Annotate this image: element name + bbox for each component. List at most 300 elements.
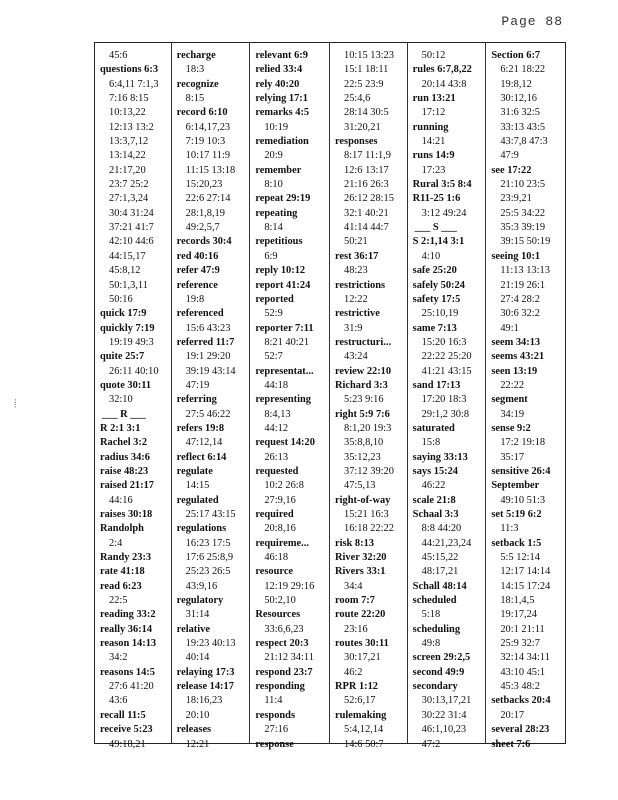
index-entry-refs: 22:5 23:9 — [344, 78, 384, 90]
index-entry-refs: 11:4 — [264, 695, 283, 707]
index-entry-refs: 8:10 — [264, 179, 283, 191]
index-entry-term: rest 36:17 — [335, 250, 379, 262]
index-entry-refs: 20:14 43:8 — [421, 78, 467, 90]
index-entry-refs: 33:13 43:5 — [500, 121, 546, 133]
index-entry-refs: 37:12 39:20 — [344, 465, 394, 477]
index-entry-term: run 13:21 — [412, 93, 456, 105]
index-entry-term: seeing 10:1 — [491, 250, 541, 262]
index-entry-refs: 11:3 — [500, 523, 519, 535]
index-entry-term: seen 13:19 — [491, 365, 538, 377]
index-entry-term: quote 30:11 — [100, 379, 152, 391]
index-entry-refs: 35:12,23 — [344, 451, 381, 463]
index-entry-term: Rachel 3:2 — [100, 437, 148, 449]
index-entry-refs: 19:23 40:13 — [185, 638, 236, 650]
index-entry-term: relying 17:1 — [255, 93, 308, 105]
index-entry-term: sensitive 26:4 — [491, 465, 551, 477]
index-entry-term: Section 6:7 — [491, 50, 541, 61]
index-entry-refs: 42:10 44:6 — [109, 236, 154, 248]
index-entry-refs: 12:13 13:2 — [109, 121, 154, 133]
index-entry-term: sand 17:13 — [412, 379, 461, 391]
index-entry-refs: 2:4 — [109, 537, 123, 549]
index-entry-refs: 25:10,19 — [421, 308, 459, 320]
index-entry-term: R11-25 1:6 — [412, 193, 461, 205]
index-entry-refs: 8:21 40:21 — [264, 336, 310, 348]
index-entry-term: Rural 3:5 8:4 — [412, 179, 472, 191]
index-entry-refs: 34:2 — [109, 652, 128, 664]
index-entry-refs: 25:9 32:7 — [500, 638, 540, 650]
index-entry-refs: 44:12 — [264, 422, 289, 434]
index-entry-refs: 49:1 — [500, 322, 519, 334]
index-entry-refs: 50:21 — [344, 236, 368, 248]
index-entry-refs: 15:21 16:3 — [344, 509, 389, 520]
index-entry-term: reported — [255, 293, 294, 305]
index-entry-refs: 6:14,17,23 — [185, 121, 231, 133]
index-entry-term: sheet 7:6 — [491, 738, 531, 750]
index-entry-refs: 49:10 51:3 — [500, 494, 546, 506]
index-entry-term: report 41:24 — [255, 279, 311, 291]
index-entry-refs: 6:4,11 7:1,3 — [109, 78, 159, 90]
index-entry-refs: 17:2 19:18 — [500, 437, 546, 449]
index-entry-term: reference — [176, 279, 218, 291]
index-entry-term: scheduling — [412, 623, 461, 635]
index-entry-refs: 8:1,20 19:3 — [344, 422, 392, 434]
index-entry-term: rely 40:20 — [255, 78, 300, 90]
index-entry-term: runs 14:9 — [412, 150, 455, 162]
index-entry-refs: 26:12 28:15 — [344, 193, 394, 205]
index-entry-term: room 7:7 — [335, 595, 375, 607]
index-entry-refs: 44:16 — [109, 494, 133, 506]
index-entry-term: setbacks 20:4 — [491, 695, 551, 707]
index-entry-term: sense 9:2 — [491, 422, 531, 434]
index-entry-term: regulated — [176, 494, 219, 506]
index-entry-term: responding — [255, 681, 305, 693]
index-entry-refs: 7:16 8:15 — [109, 93, 149, 105]
index-column-3 — [250, 43, 330, 750]
index-entry-refs: 16:18 22:22 — [344, 523, 394, 535]
index-entry-refs: 47:12,14 — [185, 437, 223, 449]
index-entry-refs: 19:8,12 — [500, 78, 532, 90]
index-entry-term: Rivers 33:1 — [335, 566, 386, 578]
index-entry-term: representat... — [255, 365, 314, 377]
index-entry-refs: 31:20,21 — [344, 121, 381, 133]
index-entry-refs: 11:13 13:13 — [500, 265, 550, 277]
index-entry-term: segment — [491, 394, 528, 406]
index-entry-term: safe 25:20 — [412, 265, 457, 277]
index-entry-refs: 31:9 — [344, 322, 363, 334]
index-entry-refs: 39:15 50:19 — [500, 236, 551, 248]
index-entry-refs: 30:22 31:4 — [421, 709, 467, 721]
index-entry-refs: 47:2 — [421, 738, 441, 750]
index-entry-refs: 35:17 — [500, 451, 525, 463]
index-entry-refs: 12:6 13:17 — [344, 164, 389, 176]
index-entry-refs: 48:23 — [344, 265, 368, 277]
index-entry-refs: 21:19 26:1 — [500, 279, 546, 291]
index-entry-term: September — [491, 480, 540, 492]
index-entry-term: scheduled — [412, 595, 457, 607]
index-entry-refs: 31:6 32:5 — [500, 107, 540, 119]
page-number: Page 88 — [501, 14, 563, 29]
index-entry-refs: 43:10 45:1 — [500, 666, 546, 678]
index-entry-refs: 50:16 — [109, 293, 133, 305]
index-entry-term: regulate — [176, 465, 213, 477]
index-entry-term: safely 50:24 — [412, 279, 465, 291]
index-entry-refs: 17:6 25:8,9 — [185, 552, 234, 564]
index-entry-refs: 23:9,21 — [500, 193, 532, 205]
index-entry-refs: 11:15 13:18 — [185, 164, 236, 176]
scan-margin-mark: ⦙ — [14, 398, 17, 410]
index-entry-refs: 29:1,2 30:8 — [421, 408, 470, 420]
index-entry-term: screen 29:2,5 — [412, 652, 471, 664]
index-entry-refs: 6:9 — [264, 250, 278, 262]
index-entry-refs: 27:5 46:22 — [185, 408, 231, 420]
index-entry-term: referenced — [176, 308, 224, 320]
index-entry-refs: 45:6 — [109, 50, 128, 61]
index-entry-term: rules 6:7,8,22 — [412, 64, 472, 76]
index-entry-refs: 25:23 26:5 — [185, 566, 231, 578]
index-entry-term: set 5:19 6:2 — [491, 509, 542, 520]
index-entry-term: required — [255, 509, 294, 520]
index-entry-refs: 43:24 — [344, 351, 368, 363]
index-entry-refs: 27:4 28:2 — [500, 293, 540, 305]
index-entry-refs: 22:5 — [109, 595, 128, 607]
index-entry-term: really 36:14 — [100, 623, 153, 635]
index-entry-refs: 8:15 — [185, 93, 205, 105]
index-entry-refs: 32:14 34:11 — [500, 652, 550, 664]
index-entry-refs: 20:17 — [500, 709, 525, 721]
index-entry-term: regulatory — [176, 595, 224, 607]
index-entry-refs: 17:20 18:3 — [421, 394, 467, 406]
index-entry-refs: 20:1 21:11 — [500, 623, 545, 635]
index-entry-term: safety 17:5 — [412, 293, 461, 305]
index-entry-refs: 12:17 14:14 — [500, 566, 551, 578]
index-entry-refs: 26:11 40:10 — [109, 365, 159, 377]
index-entry-refs: 47:5,13 — [344, 480, 376, 492]
index-entry-refs: 10:2 26:8 — [264, 480, 304, 492]
index-entry-refs: 15:1 18:11 — [344, 64, 389, 76]
index-entry-term: releases — [176, 724, 212, 736]
index-entry-refs: 47:19 — [185, 379, 210, 391]
index-entry-term: responses — [335, 136, 378, 148]
index-entry-term: referring — [176, 394, 217, 406]
index-entry-term: raised 21:17 — [100, 480, 154, 492]
index-column-1 — [95, 43, 172, 750]
index-entry-term: remember — [255, 164, 302, 176]
index-entry-term: R 2:1 3:1 — [100, 422, 141, 434]
index-entry-refs: 30:12,16 — [500, 93, 538, 105]
index-entry-refs: 13:3,7,12 — [109, 136, 149, 148]
index-entry-term: recharge — [176, 50, 216, 61]
index-entry-refs: 46:2 — [344, 666, 363, 678]
index-entry-refs: 21:12 34:11 — [264, 652, 314, 664]
index-entry-term: referred 11:7 — [176, 336, 235, 348]
index-entry-refs: 34:4 — [344, 580, 363, 592]
index-entry-term: saturated — [412, 422, 455, 434]
index-entry-refs: 50:12 — [421, 50, 446, 61]
index-entry-refs: 10:15 13:23 — [344, 50, 394, 61]
index-entry-refs: 44:18 — [264, 379, 289, 391]
index-entry-refs: 12:22 — [344, 293, 368, 305]
index-entry-refs: 41:14 44:7 — [344, 222, 389, 234]
index-entry-refs: 47:9 — [500, 150, 519, 162]
index-entry-term: resource — [255, 566, 294, 578]
index-entry-refs: 41:21 43:15 — [421, 365, 472, 377]
index-entry-refs: 49:18,21 — [109, 738, 146, 750]
index-entry-term: restrictions — [335, 279, 386, 291]
index-entry-term: request 14:20 — [255, 437, 315, 449]
index-entry-term: raise 48:23 — [100, 465, 149, 477]
index-entry-refs: 17:23 — [421, 164, 446, 176]
index-column-2 — [172, 43, 251, 750]
index-entry-term: S 2:1,14 3:1 — [412, 236, 465, 248]
index-entry-refs: 5:23 9:16 — [344, 394, 384, 406]
index-entry-refs: 13:14,22 — [109, 150, 146, 162]
index-entry-term: RPR 1:12 — [335, 681, 378, 693]
index-entry-refs: 50:1,3,11 — [109, 279, 148, 291]
index-entry-term: refer 47:9 — [176, 265, 220, 277]
index-entry-refs: 49:2,5,7 — [185, 222, 220, 234]
index-entry-term: reflect 6:14 — [176, 451, 227, 463]
index-entry-term: see 17:22 — [491, 164, 532, 176]
index-entry-term: Randolph — [100, 523, 144, 535]
index-entry-term: reason 14:13 — [100, 638, 157, 650]
index-entry-term: Randy 23:3 — [100, 552, 152, 564]
index-entry-term: right 5:9 7:6 — [335, 408, 390, 420]
index-entry-term: rate 41:18 — [100, 566, 145, 578]
index-entry-term: recognize — [176, 78, 219, 90]
index-entry-term: responds — [255, 709, 295, 721]
index-entry-term: repetitious — [255, 236, 303, 248]
index-entry-refs: 10:17 11:9 — [185, 150, 231, 162]
index-entry-refs: 28:14 30:5 — [344, 107, 389, 119]
index-entry-term: several 28:23 — [491, 724, 550, 736]
index-entry-refs: 43:9,16 — [185, 580, 218, 592]
index-table — [94, 42, 566, 750]
index-entry-refs: 32:1 40:21 — [344, 207, 389, 219]
index-entry-term: says 15:24 — [412, 465, 458, 477]
index-entry-refs: 25:4,6 — [344, 93, 371, 105]
index-entry-term: reasons 14:5 — [100, 666, 155, 678]
index-entry-term: reporter 7:11 — [255, 322, 314, 334]
index-entry-term: red 40:16 — [176, 250, 219, 262]
index-entry-refs: 14:21 — [421, 136, 446, 148]
index-entry-refs: 15:6 43:23 — [185, 322, 231, 334]
index-entry-refs: 10:19 — [264, 121, 289, 133]
index-entry-term: relative — [176, 623, 210, 635]
index-entry-term: repeating — [255, 207, 298, 219]
index-entry-term: respect 20:3 — [255, 638, 309, 650]
index-entry-term: scale 21:8 — [412, 494, 456, 506]
index-entry-term: reading 33:2 — [100, 609, 156, 621]
index-entry-refs: 44:21,23,24 — [421, 537, 472, 549]
index-entry-term: restrictive — [335, 308, 380, 320]
index-entry-refs: 27:16 — [264, 724, 289, 736]
index-entry-refs: 27:9,16 — [264, 494, 296, 506]
index-entry-term: radius 34:6 — [100, 451, 150, 463]
index-entry-refs: 5:4,12,14 — [344, 724, 384, 736]
index-entry-refs: 34:19 — [500, 408, 525, 420]
index-entry-term: restructuri... — [335, 336, 392, 348]
index-entry-term: remarks 4:5 — [255, 107, 310, 119]
index-entry-term: Resources — [255, 609, 301, 621]
index-entry-refs: 19:1 29:20 — [185, 351, 231, 363]
index-entry-term: running — [412, 121, 449, 133]
index-entry-term: quick 17:9 — [100, 308, 147, 320]
index-column-6 — [486, 43, 565, 750]
index-entry-refs: 15:20,23 — [185, 179, 223, 191]
index-entry-refs: 22:22 25:20 — [421, 351, 472, 363]
index-entry-term: requireme... — [255, 537, 309, 549]
index-entry-refs: 12:19 29:16 — [264, 580, 315, 592]
index-entry-refs: 6:21 18:22 — [500, 64, 546, 76]
index-entry-refs: 21:17,20 — [109, 164, 146, 176]
index-entry-refs: 22:6 27:14 — [185, 193, 231, 205]
index-entry-term: review 22:10 — [335, 365, 392, 377]
index-entry-refs: 26:13 — [264, 451, 289, 463]
index-entry-refs: 19:17,24 — [500, 609, 538, 621]
index-entry-refs: 8:8 44:20 — [421, 523, 462, 535]
index-entry-term: routes 30:11 — [335, 638, 389, 650]
index-entry-refs: 20:8,16 — [264, 523, 296, 535]
index-entry-refs: 10:13,22 — [109, 107, 146, 119]
index-entry-refs: 20:10 — [185, 709, 210, 721]
index-entry-refs: 46:18 — [264, 552, 289, 564]
index-entry-term: second 49:9 — [412, 666, 465, 678]
index-entry-refs: 12:21 — [185, 738, 210, 750]
index-entry-refs: 52:6,17 — [344, 695, 376, 707]
index-entry-refs: 20:9 — [264, 150, 283, 162]
index-entry-term: same 7:13 — [412, 322, 457, 334]
index-entry-refs: 18:16,23 — [185, 695, 223, 707]
index-entry-term: recall 11:5 — [100, 709, 146, 721]
index-letter-heading: ___ R ___ — [102, 408, 146, 420]
index-entry-refs: 37:21 41:7 — [109, 222, 154, 234]
index-entry-term: relaying 17:3 — [176, 666, 235, 678]
index-entry-refs: 14:15 — [185, 480, 210, 492]
index-entry-refs: 48:17,21 — [421, 566, 459, 578]
index-entry-refs: 16:23 17:5 — [185, 537, 231, 549]
index-entry-refs: 19:19 49:3 — [109, 336, 154, 348]
index-entry-term: read 6:23 — [100, 580, 142, 592]
index-entry-term: requested — [255, 465, 299, 477]
index-entry-refs: 27:6 41:20 — [109, 681, 154, 693]
index-entry-refs: 35:3 39:19 — [500, 222, 546, 234]
index-entry-term: Schaal 3:3 — [412, 509, 459, 520]
index-letter-heading: ___ S ___ — [414, 222, 457, 234]
index-entry-refs: 40:14 — [185, 652, 210, 664]
index-entry-refs: 8:4,13 — [264, 408, 291, 420]
index-entry-refs: 44:15,17 — [109, 250, 146, 262]
index-entry-term: respond 23:7 — [255, 666, 313, 678]
index-entry-refs: 23:7 25:2 — [109, 179, 149, 191]
index-entry-term: rulemaking — [335, 709, 387, 721]
index-entry-refs: 30:13,17,21 — [421, 695, 472, 707]
index-entry-refs: 30:4 31:24 — [109, 207, 154, 219]
index-entry-refs: 43:6 — [109, 695, 128, 707]
index-entry-refs: 32:10 — [109, 394, 133, 406]
index-entry-refs: 30:17,21 — [344, 652, 381, 664]
index-entry-term: relevant 6:9 — [255, 50, 308, 61]
index-entry-refs: 28:1,8,19 — [185, 207, 225, 219]
index-entry-term: repeat 29:19 — [255, 193, 311, 205]
index-entry-refs: 23:16 — [344, 623, 368, 635]
index-entry-refs: 15:20 16:3 — [421, 336, 467, 348]
index-entry-term: seems 43:21 — [491, 351, 545, 363]
index-entry-refs: 15:8 — [421, 437, 441, 449]
index-entry-term: release 14:17 — [176, 681, 234, 693]
index-entry-refs: 8:14 — [264, 222, 283, 234]
index-entry-term: saying 33:13 — [412, 451, 468, 463]
index-entry-term: setback 1:5 — [491, 537, 542, 549]
index-entry-refs: 21:10 23:5 — [500, 179, 546, 191]
index-entry-refs: 18:1,4,5 — [500, 595, 535, 607]
index-entry-term: receive 5:23 — [100, 724, 153, 736]
index-entry-refs: 14:6 50:7 — [344, 738, 384, 750]
index-entry-refs: 33:6,6,23 — [264, 623, 304, 635]
index-entry-term: reply 10:12 — [255, 265, 306, 277]
index-entry-refs: 22:22 — [500, 379, 525, 391]
index-entry-term: remediation — [255, 136, 309, 148]
index-entry-refs: 45:8,12 — [109, 265, 141, 277]
index-entry-term: seem 34:13 — [491, 336, 541, 348]
index-entry-refs: 25:5 34:22 — [500, 207, 546, 219]
index-entry-term: refers 19:8 — [176, 422, 225, 434]
index-entry-refs: 52:7 — [264, 351, 283, 363]
index-entry-refs: 19:8 — [185, 293, 205, 305]
index-entry-term: risk 8:13 — [335, 537, 374, 549]
index-entry-refs: 35:8,8,10 — [344, 437, 384, 449]
index-entry-term: River 32:20 — [335, 552, 387, 564]
index-entry-refs: 39:19 43:14 — [185, 365, 236, 377]
index-column-4 — [330, 43, 408, 750]
index-entry-term: raises 30:18 — [100, 509, 153, 520]
index-entry-term: response — [255, 738, 294, 750]
index-entry-refs: 25:17 43:15 — [185, 509, 236, 520]
index-entry-refs: 46:22 — [421, 480, 446, 492]
index-entry-term: right-of-way — [335, 494, 391, 506]
index-entry-term: relied 33:4 — [255, 64, 303, 76]
index-entry-term: route 22:20 — [335, 609, 386, 621]
index-entry-term: records 30:4 — [176, 236, 232, 248]
index-entry-refs: 17:12 — [421, 107, 446, 119]
index-entry-refs: 8:17 11:1,9 — [344, 150, 391, 162]
index-entry-term: record 6:10 — [176, 107, 228, 119]
index-entry-refs: 49:8 — [421, 638, 441, 650]
index-entry-refs: 52:9 — [264, 308, 283, 320]
index-entry-refs: 3:12 49:24 — [421, 207, 467, 219]
index-entry-refs: 50:2,10 — [264, 595, 296, 607]
index-entry-term: quickly 7:19 — [100, 322, 155, 334]
index-entry-refs: 30:6 32:2 — [500, 308, 540, 320]
index-entry-refs: 4:10 — [421, 250, 441, 262]
index-entry-term: regulations — [176, 523, 227, 535]
index-entry-refs: 45:15,22 — [421, 552, 459, 564]
index-entry-refs: 21:16 26:3 — [344, 179, 389, 191]
index-entry-term: Schall 48:14 — [412, 580, 467, 592]
index-entry-refs: 45:3 48:2 — [500, 681, 540, 693]
index-entry-term: quite 25:7 — [100, 351, 145, 363]
index-entry-refs: 43:7,8 47:3 — [500, 136, 548, 148]
index-entry-refs: 14:15 17:24 — [500, 580, 551, 592]
index-entry-refs: 27:1,3,24 — [109, 193, 149, 205]
index-entry-refs: 18:3 — [185, 64, 205, 76]
index-entry-term: representing — [255, 394, 311, 406]
index-entry-refs: 31:14 — [185, 609, 210, 621]
index-entry-refs: 7:19 10:3 — [185, 136, 226, 148]
index-entry-term: Richard 3:3 — [335, 379, 388, 391]
index-entry-refs: 5:18 — [421, 609, 441, 621]
index-entry-refs: 46:1,10,23 — [421, 724, 467, 736]
index-entry-term: questions 6:3 — [100, 64, 159, 76]
